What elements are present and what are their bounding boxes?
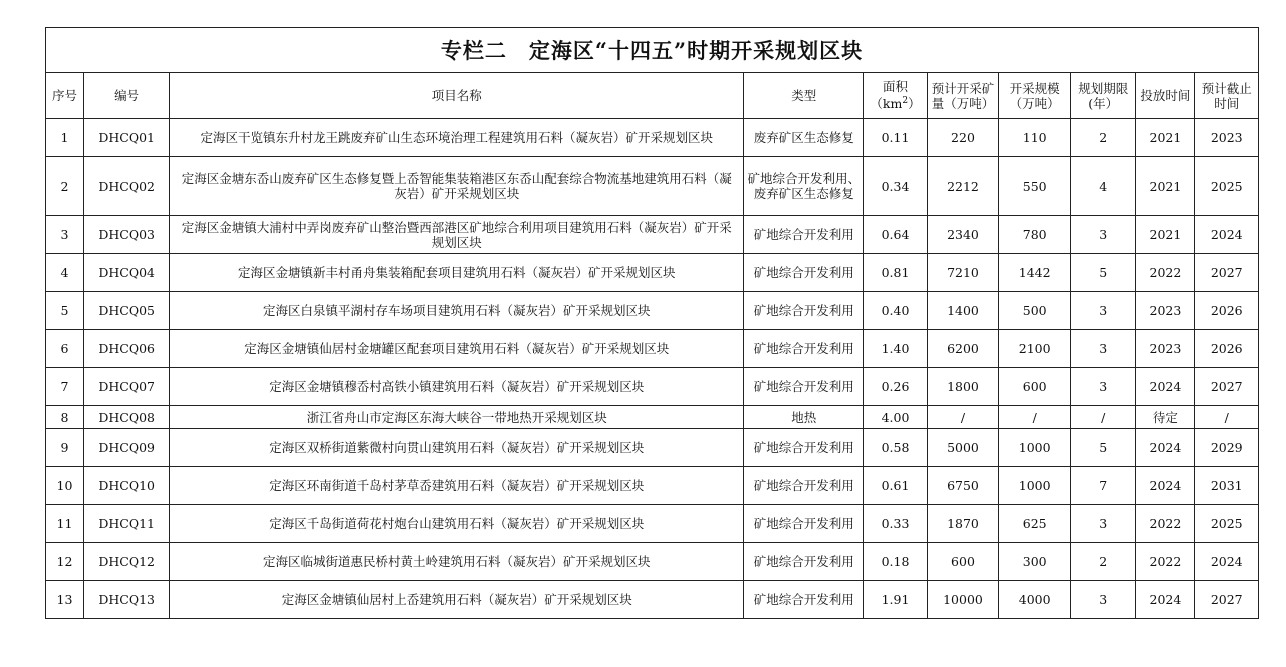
cell-seq: 3: [46, 216, 84, 254]
cell-code: DHCQ06: [83, 330, 169, 368]
cell-name: 定海区千岛街道荷花村炮台山建筑用石料（凝灰岩）矿开采规划区块: [170, 505, 744, 543]
header-name: 项目名称: [170, 73, 744, 119]
cell-start: 2024: [1136, 467, 1195, 505]
cell-start: 2023: [1136, 292, 1195, 330]
cell-reserve: 5000: [927, 429, 999, 467]
cell-start: 2024: [1136, 429, 1195, 467]
cell-end: 2026: [1195, 292, 1259, 330]
cell-period: 3: [1071, 505, 1136, 543]
header-code: 编号: [83, 73, 169, 119]
cell-period: 3: [1071, 581, 1136, 619]
table-row: [46, 292, 1259, 330]
cell-start: 2023: [1136, 330, 1195, 368]
cell-reserve: 10000: [927, 581, 999, 619]
cell-seq: 5: [46, 292, 84, 330]
cell-seq: 10: [46, 467, 84, 505]
cell-reserve: 6200: [927, 330, 999, 368]
table-row: [46, 157, 1259, 216]
table-row: [46, 581, 1259, 619]
cell-type: 地热: [744, 406, 864, 429]
cell-scale: 4000: [999, 581, 1071, 619]
table-row: [46, 216, 1259, 254]
cell-area: 0.81: [864, 254, 927, 292]
document-table-frame: [45, 27, 1259, 645]
table-row: [46, 467, 1259, 505]
cell-name: 定海区金塘镇大浦村中弄岗废弃矿山整治暨西部港区矿地综合利用项目建筑用石料（凝灰岩）矿开采规划区块: [170, 216, 744, 254]
cell-start: 2024: [1136, 368, 1195, 406]
cell-start: 2021: [1136, 119, 1195, 157]
cell-start: 2022: [1136, 543, 1195, 581]
cell-type: 矿地综合开发利用: [744, 505, 864, 543]
cell-type: 矿地综合开发利用: [744, 254, 864, 292]
cell-end: 2026: [1195, 330, 1259, 368]
cell-area: 4.00: [864, 406, 927, 429]
cell-scale: 780: [999, 216, 1071, 254]
cell-area: 0.34: [864, 157, 927, 216]
cell-code: DHCQ13: [83, 581, 169, 619]
cell-reserve: 1800: [927, 368, 999, 406]
cell-area: 0.33: [864, 505, 927, 543]
cell-end: 2023: [1195, 119, 1259, 157]
cell-start: 2021: [1136, 157, 1195, 216]
cell-name: 定海区干览镇东升村龙王跳废弃矿山生态环境治理工程建筑用石料（凝灰岩）矿开采规划区块: [170, 119, 744, 157]
table-row: [46, 368, 1259, 406]
cell-start: 2022: [1136, 505, 1195, 543]
cell-type: 矿地综合开发利用: [744, 467, 864, 505]
cell-reserve: 220: [927, 119, 999, 157]
header-area-label: 面积: [882, 79, 908, 95]
cell-name: 定海区临城街道惠民桥村黄土岭建筑用石料（凝灰岩）矿开采规划区块: [170, 543, 744, 581]
cell-end: /: [1195, 406, 1259, 429]
cell-seq: 6: [46, 330, 84, 368]
cell-scale: /: [999, 406, 1071, 429]
cell-code: DHCQ05: [83, 292, 169, 330]
cell-period: 3: [1071, 330, 1136, 368]
cell-name: 定海区白泉镇平湖村存车场项目建筑用石料（凝灰岩）矿开采规划区块: [170, 292, 744, 330]
cell-area: 0.18: [864, 543, 927, 581]
table-row: [46, 406, 1259, 429]
cell-end: 2027: [1195, 368, 1259, 406]
cell-reserve: 1870: [927, 505, 999, 543]
header-area-unit-post: ）: [908, 96, 921, 112]
cell-end: 2025: [1195, 505, 1259, 543]
cell-scale: 1000: [999, 429, 1071, 467]
cell-period: 7: [1071, 467, 1136, 505]
cell-name: 定海区金塘镇仙居村金塘罐区配套项目建筑用石料（凝灰岩）矿开采规划区块: [170, 330, 744, 368]
mining-blocks-table: [45, 27, 1259, 619]
table-body: [46, 119, 1259, 619]
cell-type: 矿地综合开发利用: [744, 216, 864, 254]
cell-area: 0.64: [864, 216, 927, 254]
cell-reserve: 6750: [927, 467, 999, 505]
cell-area: 0.11: [864, 119, 927, 157]
cell-code: DHCQ12: [83, 543, 169, 581]
cell-reserve: /: [927, 406, 999, 429]
cell-scale: 600: [999, 368, 1071, 406]
cell-code: DHCQ10: [83, 467, 169, 505]
cell-end: 2027: [1195, 254, 1259, 292]
cell-seq: 7: [46, 368, 84, 406]
table-row: [46, 254, 1259, 292]
cell-code: DHCQ02: [83, 157, 169, 216]
cell-seq: 11: [46, 505, 84, 543]
cell-period: 3: [1071, 368, 1136, 406]
cell-name: 定海区金塘东岙山废弃矿区生态修复暨上岙智能集装箱港区东岙山配套综合物流基地建筑用石料（凝灰岩）矿开采规划区块: [170, 157, 744, 216]
cell-code: DHCQ11: [83, 505, 169, 543]
cell-period: 4: [1071, 157, 1136, 216]
cell-scale: 300: [999, 543, 1071, 581]
cell-start: 待定: [1136, 406, 1195, 429]
cell-name: 定海区双桥街道紫微村向贯山建筑用石料（凝灰岩）矿开采规划区块: [170, 429, 744, 467]
cell-type: 矿地综合开发利用: [744, 581, 864, 619]
cell-code: DHCQ04: [83, 254, 169, 292]
cell-period: 5: [1071, 254, 1136, 292]
header-scale: 开采规模（万吨）: [999, 73, 1071, 119]
cell-period: 2: [1071, 543, 1136, 581]
cell-area: 1.40: [864, 330, 927, 368]
cell-name: 定海区环南街道千岛村茅草岙建筑用石料（凝灰岩）矿开采规划区块: [170, 467, 744, 505]
cell-name: 定海区金塘镇新丰村甬舟集装箱配套项目建筑用石料（凝灰岩）矿开采规划区块: [170, 254, 744, 292]
cell-reserve: 2212: [927, 157, 999, 216]
cell-period: 2: [1071, 119, 1136, 157]
table-row: [46, 429, 1259, 467]
cell-scale: 500: [999, 292, 1071, 330]
header-start: 投放时间: [1136, 73, 1195, 119]
header-reserve: 预计开采矿量（万吨）: [927, 73, 999, 119]
cell-code: DHCQ01: [83, 119, 169, 157]
table-title: 专栏二 定海区“十四五”时期开采规划区块: [46, 28, 1259, 73]
cell-start: 2021: [1136, 216, 1195, 254]
cell-scale: 2100: [999, 330, 1071, 368]
cell-name: 定海区金塘镇穆岙村高铁小镇建筑用石料（凝灰岩）矿开采规划区块: [170, 368, 744, 406]
header-type: 类型: [744, 73, 864, 119]
cell-scale: 110: [999, 119, 1071, 157]
cell-area: 0.40: [864, 292, 927, 330]
cell-start: 2024: [1136, 581, 1195, 619]
cell-reserve: 2340: [927, 216, 999, 254]
cell-seq: 8: [46, 406, 84, 429]
header-area: [864, 73, 927, 119]
cell-end: 2024: [1195, 543, 1259, 581]
cell-reserve: 7210: [927, 254, 999, 292]
header-area-unit-sup: 2: [902, 96, 909, 107]
cell-start: 2022: [1136, 254, 1195, 292]
cell-scale: 625: [999, 505, 1071, 543]
cell-name: 浙江省舟山市定海区东海大峡谷一带地热开采规划区块: [170, 406, 744, 429]
cell-type: 矿地综合开发利用: [744, 543, 864, 581]
cell-type: 矿地综合开发利用、废弃矿区生态修复: [744, 157, 864, 216]
cell-type: 废弃矿区生态修复: [744, 119, 864, 157]
cell-seq: 12: [46, 543, 84, 581]
cell-scale: 1442: [999, 254, 1071, 292]
cell-code: DHCQ07: [83, 368, 169, 406]
cell-seq: 9: [46, 429, 84, 467]
cell-seq: 1: [46, 119, 84, 157]
cell-scale: 1000: [999, 467, 1071, 505]
cell-area: 0.26: [864, 368, 927, 406]
cell-period: 3: [1071, 292, 1136, 330]
table-row: [46, 543, 1259, 581]
cell-end: 2029: [1195, 429, 1259, 467]
cell-reserve: 1400: [927, 292, 999, 330]
cell-type: 矿地综合开发利用: [744, 292, 864, 330]
cell-code: DHCQ09: [83, 429, 169, 467]
cell-end: 2027: [1195, 581, 1259, 619]
cell-area: 0.61: [864, 467, 927, 505]
header-area-unit-pre: （km: [870, 96, 903, 112]
cell-type: 矿地综合开发利用: [744, 368, 864, 406]
cell-end: 2025: [1195, 157, 1259, 216]
table-header-row: [46, 73, 1259, 119]
cell-type: 矿地综合开发利用: [744, 429, 864, 467]
header-period: 规划期限(年）: [1071, 73, 1136, 119]
header-end: 预计截止时间: [1195, 73, 1259, 119]
cell-type: 矿地综合开发利用: [744, 330, 864, 368]
cell-area: 0.58: [864, 429, 927, 467]
cell-end: 2024: [1195, 216, 1259, 254]
cell-period: /: [1071, 406, 1136, 429]
table-row: [46, 505, 1259, 543]
cell-scale: 550: [999, 157, 1071, 216]
cell-code: DHCQ03: [83, 216, 169, 254]
cell-reserve: 600: [927, 543, 999, 581]
cell-period: 5: [1071, 429, 1136, 467]
cell-seq: 13: [46, 581, 84, 619]
cell-seq: 4: [46, 254, 84, 292]
cell-area: 1.91: [864, 581, 927, 619]
cell-period: 3: [1071, 216, 1136, 254]
header-seq: 序号: [46, 73, 84, 119]
cell-seq: 2: [46, 157, 84, 216]
table-row: [46, 119, 1259, 157]
cell-end: 2031: [1195, 467, 1259, 505]
cell-code: DHCQ08: [83, 406, 169, 429]
cell-name: 定海区金塘镇仙居村上岙建筑用石料（凝灰岩）矿开采规划区块: [170, 581, 744, 619]
table-row: [46, 330, 1259, 368]
